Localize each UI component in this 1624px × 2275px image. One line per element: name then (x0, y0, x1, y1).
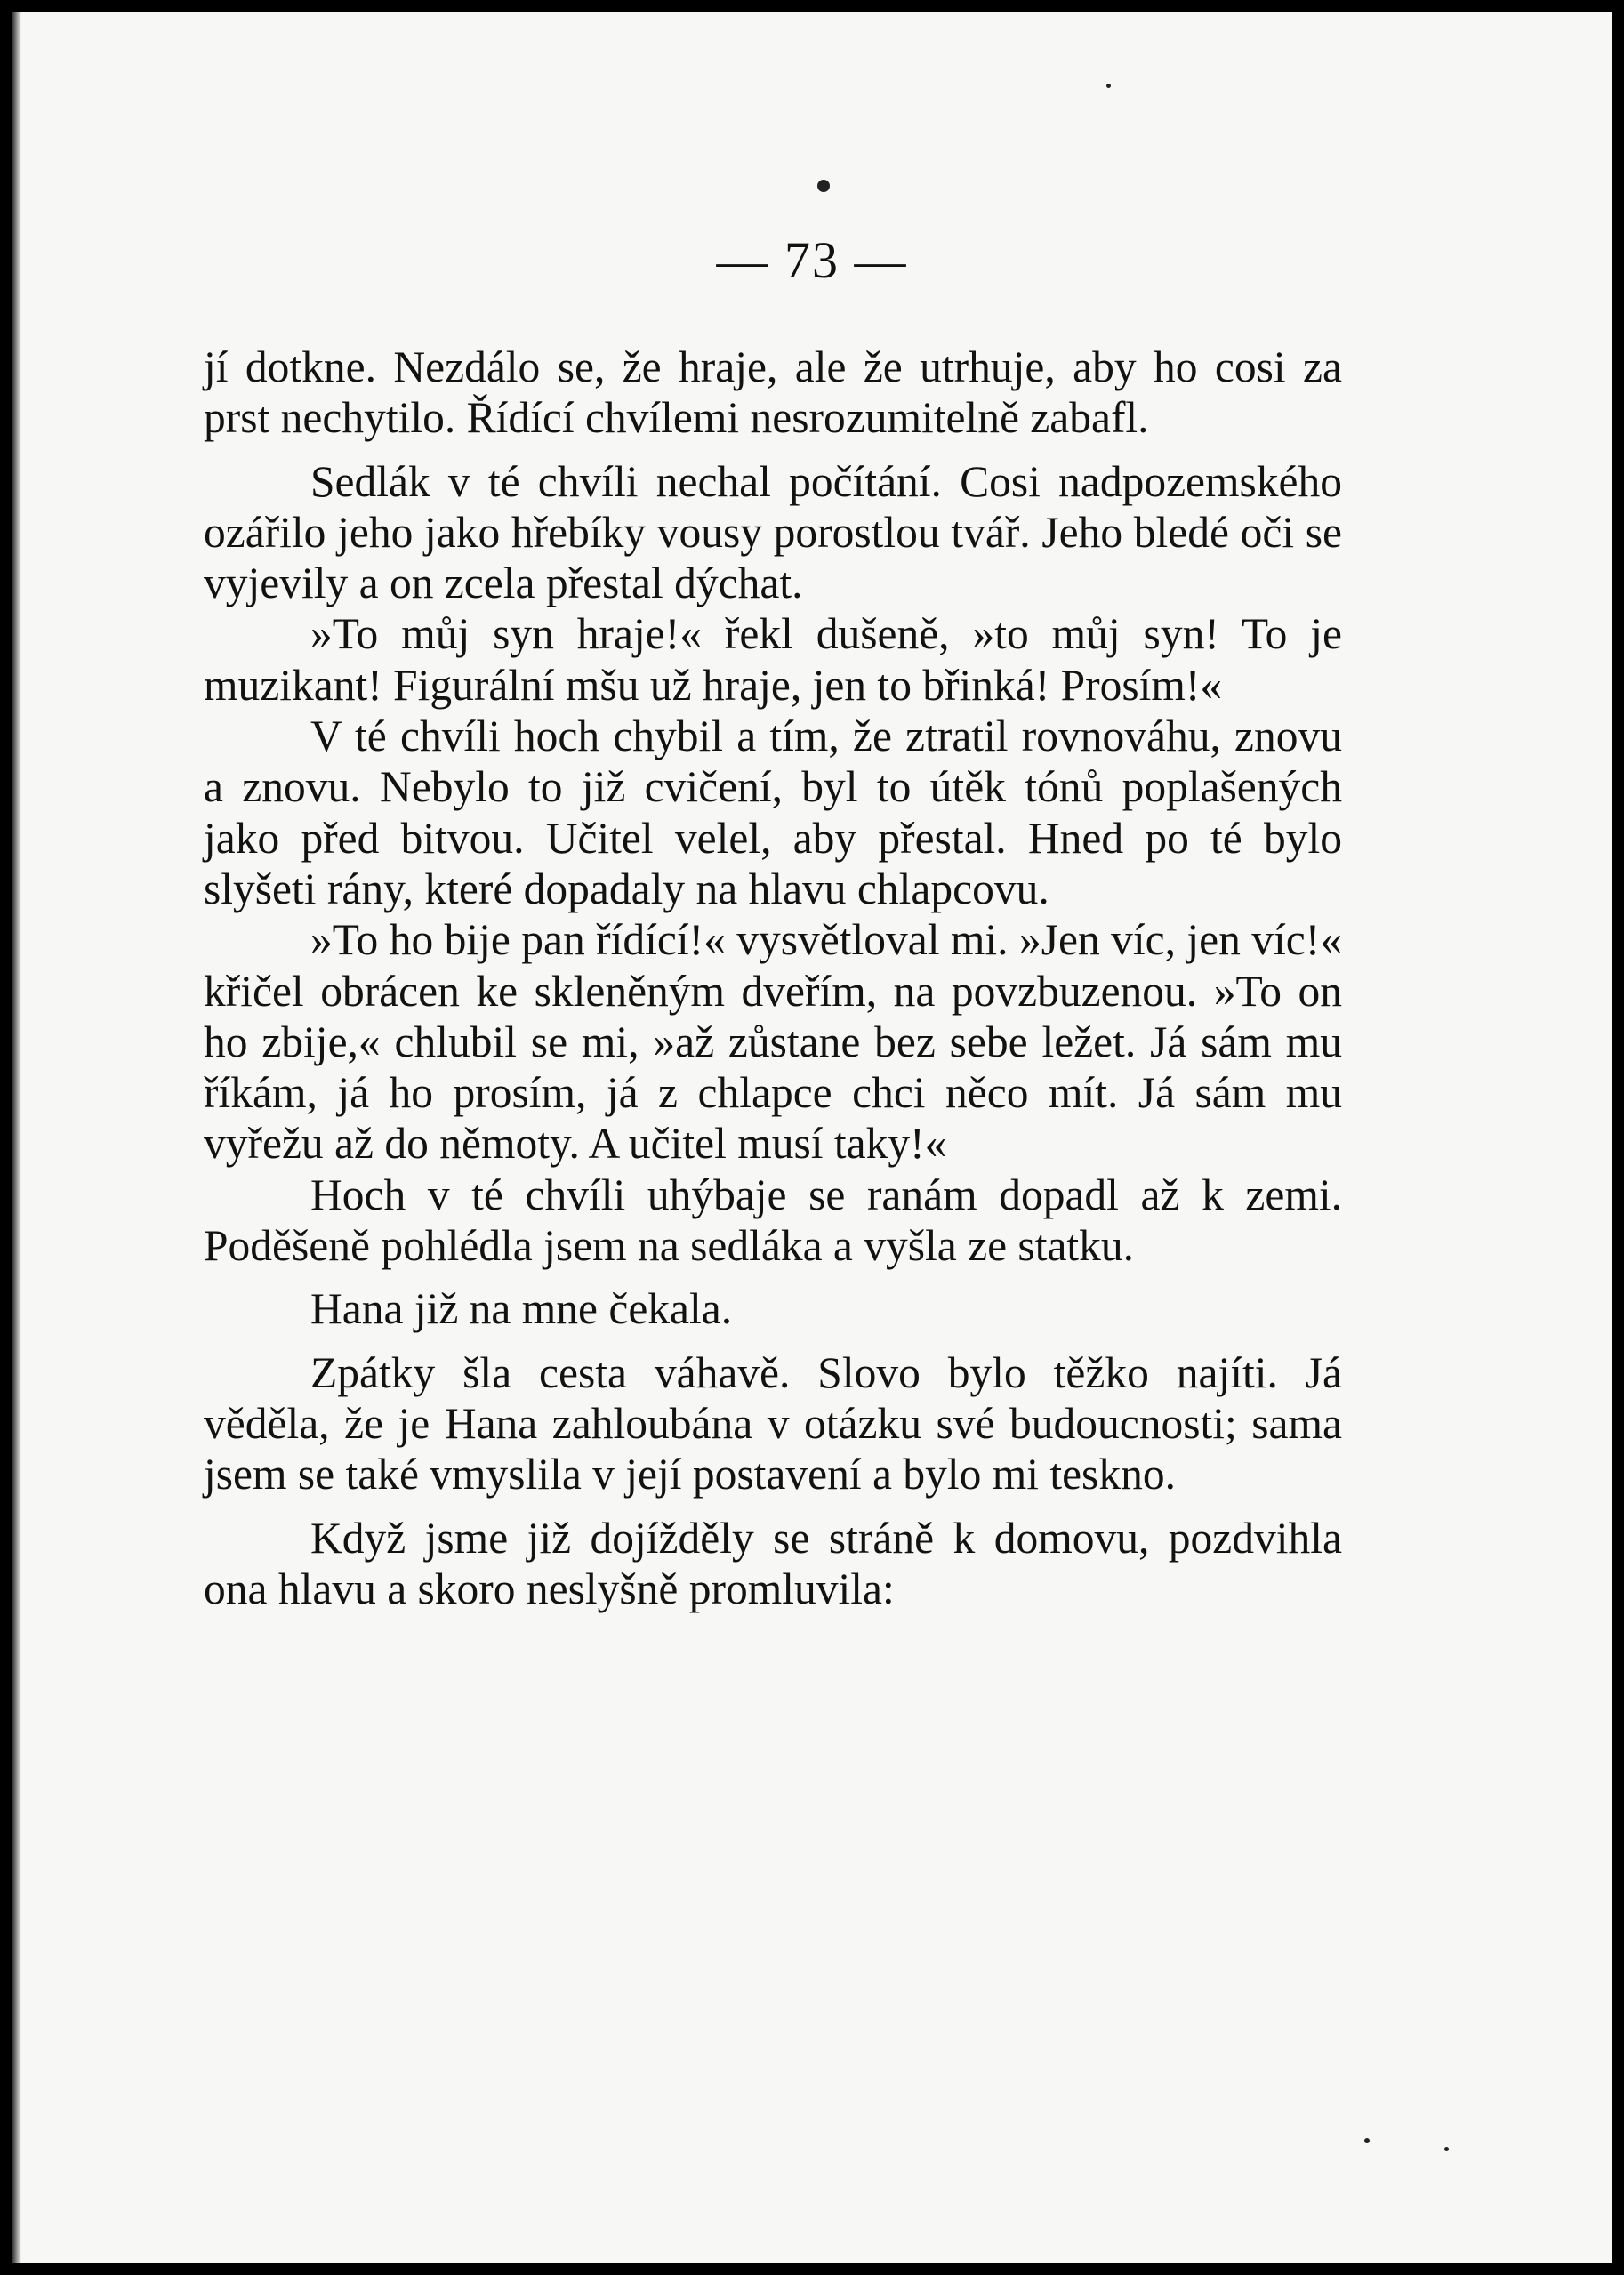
scan-speck (1106, 84, 1111, 88)
book-page (12, 12, 1612, 2263)
paragraph: V té chvíli hoch chybil a tím, že ztratil rovnováhu, znovu a znovu. Nebylo to již cvičení, byl to útěk tónů poplašených jako před bitvou. Učitel velel, aby přestal. Hned po té bylo slyšeti rány, které dopadaly na hlavu chlapcovu. (204, 711, 1342, 913)
body-text (204, 342, 1342, 1614)
scan-speck (1444, 2147, 1449, 2151)
paragraph: Když jsme již dojížděly se stráně k domovu, pozdvihla ona hlavu a skoro neslyšně promluvila: (204, 1513, 1342, 1613)
paragraph: Hoch v té chvíli uhýbaje se ranám dopadl až k zemi. Poděšeně pohlédla jsem na sedláka a vyšla ze statku. (204, 1170, 1342, 1271)
paragraph: jí dotkne. Nezdálo se, že hraje, ale že utrhuje, aby ho cosi za prst nechytilo. Řídící chvílemi nesrozumitelně zabafl. (204, 342, 1342, 443)
paragraph: »To můj syn hraje!« řekl dušeně, »to můj syn! To je muzikant! Figurální mšu už hraje, jen to břinká! Prosím!« (204, 609, 1342, 710)
paragraph: Hana již na mne čekala. (310, 1284, 733, 1334)
page-number: — 73 — (716, 231, 908, 289)
paragraph: Sedlák v té chvíli nechal počítání. Cosi nadpozemského ozářilo jeho jako hřebíky vousy porostlou tvář. Jeho bledé oči se vyjevily a on zcela přestal dýchat. (204, 456, 1342, 608)
paragraph: »To ho bije pan řídící!« vysvětloval mi. »Jen víc, jen víc!« křičel obrácen ke skleněným dveřím, na povzbuzenou. »To on ho zbije,« chlubil se mi, »až zůstane bez sebe ležet. Já sám mu říkám, já ho prosím, já z chlapce chci něco mít. Já sám mu vyřežu až do němoty. A učitel musí taky!« (204, 915, 1342, 1169)
paragraph: Zpátky šla cesta váhavě. Slovo bylo těžko najíti. Já věděla, že je Hana zahloubána v otázku své budoucnosti; sama jsem se také vmyslila v její postavení a bylo mi teskno. (204, 1347, 1342, 1499)
scan-speck (1364, 2138, 1370, 2143)
page-edge-shadow (12, 12, 21, 2263)
scan-speck (817, 180, 830, 192)
